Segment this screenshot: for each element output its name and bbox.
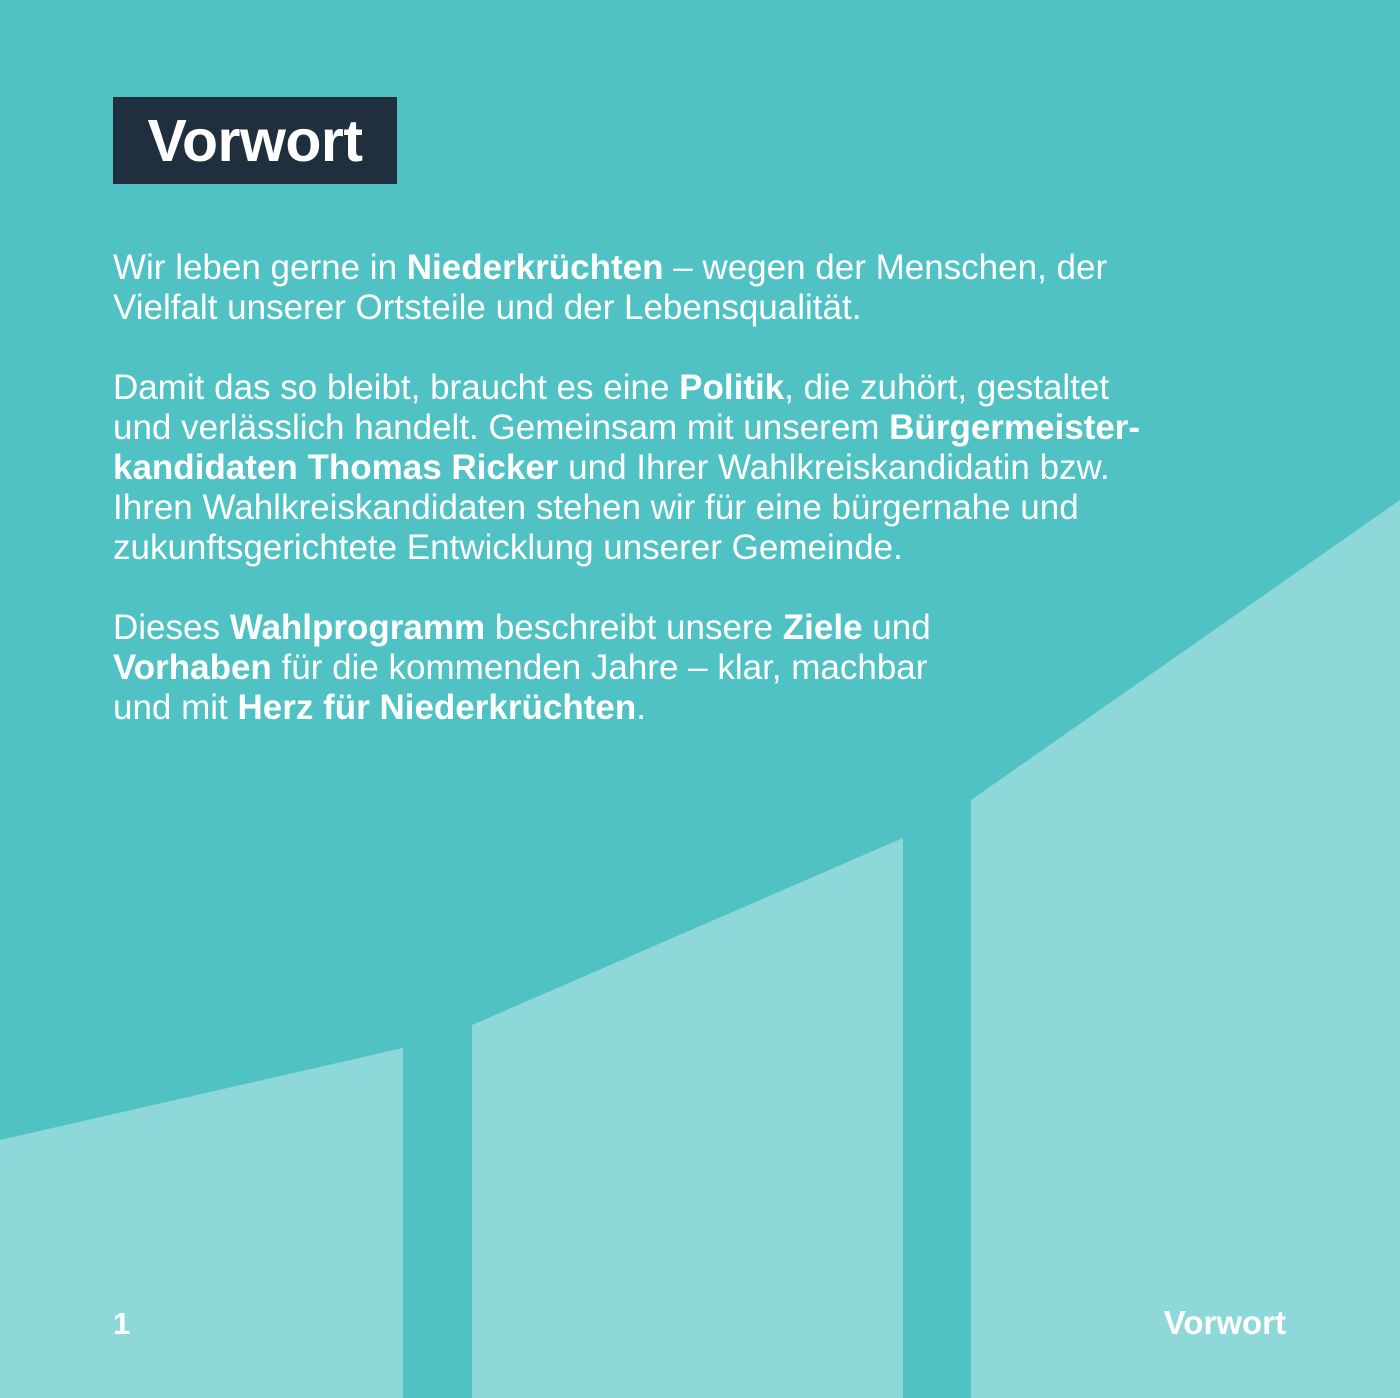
paragraph-3: [113, 608, 1293, 728]
text-segment: beschreibt unsere: [485, 608, 783, 647]
pillar-shape-2: [472, 838, 903, 1398]
title-box: [113, 97, 397, 184]
text-segment: für die kommenden Jahre – klar, machbar: [271, 648, 928, 687]
text-segment: Dieses: [113, 608, 230, 647]
bold-text: Wahlprogramm: [229, 608, 486, 647]
bold-text: kandidaten Thomas Ricker: [113, 448, 559, 487]
pillar-shape-1: [0, 1048, 403, 1398]
text-segment: Wir leben gerne in: [113, 248, 407, 287]
text-segment: Vielfalt unserer Ortsteile und der Lebensqualität.: [113, 288, 862, 327]
text-segment: zukunftsgerichtete Entwicklung unserer Gemeinde.: [113, 528, 903, 567]
text-segment: und verlässlich handelt. Gemeinsam mit unserem: [113, 408, 890, 447]
body-text: [113, 248, 1293, 768]
text-segment: .: [636, 688, 646, 727]
text-segment: und mit: [113, 688, 238, 727]
bold-text: Bürgermeister-: [889, 408, 1141, 447]
bold-text: Niederkrüchten: [406, 248, 664, 287]
bold-text: Ziele: [782, 608, 863, 647]
page-number: 1: [113, 1306, 131, 1341]
text-segment: Damit das so bleibt, braucht es eine: [113, 368, 680, 407]
paragraph-1: [113, 248, 1293, 328]
bold-text: Herz für Niederkrüchten: [237, 688, 637, 727]
paragraph-2: [113, 368, 1293, 568]
footer-section-title: Vorwort: [1163, 1304, 1286, 1341]
text-segment: Ihren Wahlkreiskandidaten stehen wir für eine bürgernahe und: [113, 488, 1079, 527]
bold-text: Vorhaben: [113, 648, 272, 687]
text-segment: und Ihrer Wahlkreiskandidatin bzw.: [558, 448, 1110, 487]
bold-text: Politik: [679, 368, 785, 407]
text-segment: und: [862, 608, 931, 647]
page-title: Vorwort: [147, 107, 363, 174]
text-segment: , die zuhört, gestaltet: [784, 368, 1110, 407]
text-segment: – wegen der Menschen, der: [663, 248, 1108, 287]
